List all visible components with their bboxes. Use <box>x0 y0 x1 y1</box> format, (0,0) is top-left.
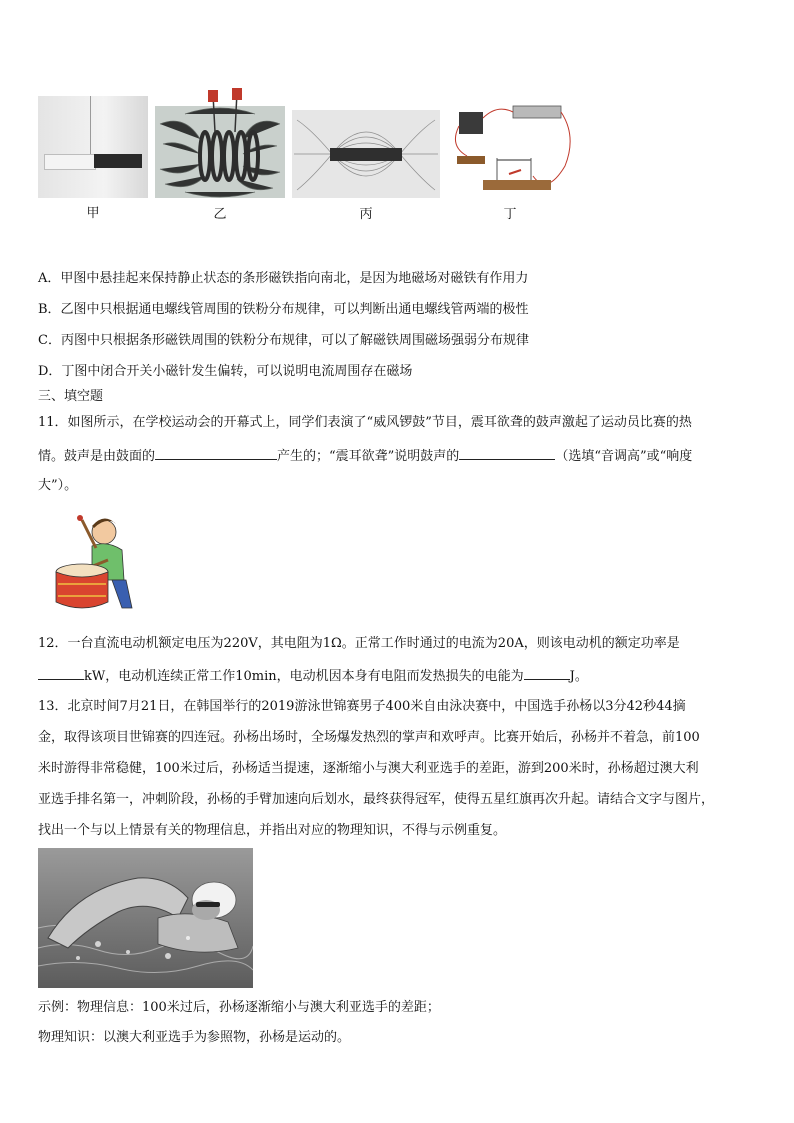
q11-line-1: 11．如图所示，在学校运动会的开幕式上，同学们表演了“威风锣鼓”节目，震耳欲聋的鼓声激起了运动员比赛的热 <box>38 415 692 430</box>
q12-text-b: J。 <box>569 669 588 684</box>
figure-bing-bar-magnet-iron-filings <box>292 110 440 198</box>
caption-jia: 甲 <box>86 206 100 221</box>
q12-blank-2[interactable] <box>524 666 570 680</box>
figure-ding-oersted-circuit <box>447 96 577 198</box>
q13-example-info: 示例：物理信息：100米过后，孙杨逐渐缩小与澳大利亚选手的差距； <box>38 1000 440 1015</box>
figure-jia-hanging-magnet <box>38 96 148 198</box>
q11-text-b: 产生的；“震耳欲聋”说明鼓声的 <box>277 449 460 464</box>
caption-ding: 丁 <box>503 207 517 222</box>
option-c: C．丙图中只根据条形磁铁周围的铁粉分布规律，可以了解磁铁周围磁场强弱分布规律 <box>38 333 529 348</box>
q13-line-4: 亚选手排名第一，冲刺阶段，孙杨的手臂加速向后划水，最终获得冠军，使得五星红旗再次升起。请结合文字与图片， <box>38 792 715 807</box>
q12-text-a: kW，电动机连续正常工作10min，电动机因本身有电阻而发热损失的电能为 <box>84 669 524 684</box>
q13-line-3: 米时游得非常稳健，100米过后，孙杨适当提速，逐渐缩小与澳大利亚选手的差距，游到200米时，孙杨超过澳大利 <box>38 761 699 776</box>
figure-yi-solenoid-iron-filings <box>155 84 285 198</box>
figure-drummer-boy <box>52 512 140 614</box>
caption-bing: 丙 <box>359 207 373 222</box>
q11-line-3: 大”）。 <box>38 478 78 493</box>
q11-text-a: 情。鼓声是由鼓面的 <box>38 449 156 464</box>
q13-example-knowledge: 物理知识：以澳大利亚选手为参照物，孙杨是运动的。 <box>38 1030 351 1045</box>
q11-line-2 <box>38 446 692 466</box>
q13-line-5: 找出一个与以上情景有关的物理信息，并指出对应的物理知识，不得与示例重复。 <box>38 823 507 838</box>
figure-swimmer <box>38 848 253 988</box>
q12-blank-1[interactable] <box>38 666 84 680</box>
q12-line-2 <box>38 666 588 686</box>
q13-line-1: 13．北京时间7月21日，在韩国举行的2019游泳世锦赛男子400米自由泳决赛中，中国选手孙杨以3分42秒44摘 <box>38 699 686 714</box>
q11-blank-2[interactable] <box>459 446 555 460</box>
q11-text-c: （选填“音调高”或“响度 <box>555 449 693 464</box>
option-d: D．丁图中闭合开关小磁针发生偏转，可以说明电流周围存在磁场 <box>38 364 413 379</box>
caption-yi: 乙 <box>213 207 227 222</box>
q11-blank-1[interactable] <box>155 446 277 460</box>
section-title: 三、填空题 <box>38 389 104 404</box>
option-a: A．甲图中悬挂起来保持静止状态的条形磁铁指向南北，是因为地磁场对磁铁有作用力 <box>38 271 529 286</box>
q13-line-2: 金，取得该项目世锦赛的四连冠。孙杨出场时，全场爆发热烈的掌声和欢呼声。比赛开始后，孙杨并不着急，前100 <box>38 730 700 745</box>
q12-line-1: 12．一台直流电动机额定电压为220V，其电阻为1Ω。正常工作时通过的电流为20A，则该电动机的额定功率是 <box>38 636 680 651</box>
option-b: B．乙图中只根据通电螺线管周围的铁粉分布规律，可以判断出通电螺线管两端的极性 <box>38 302 529 317</box>
